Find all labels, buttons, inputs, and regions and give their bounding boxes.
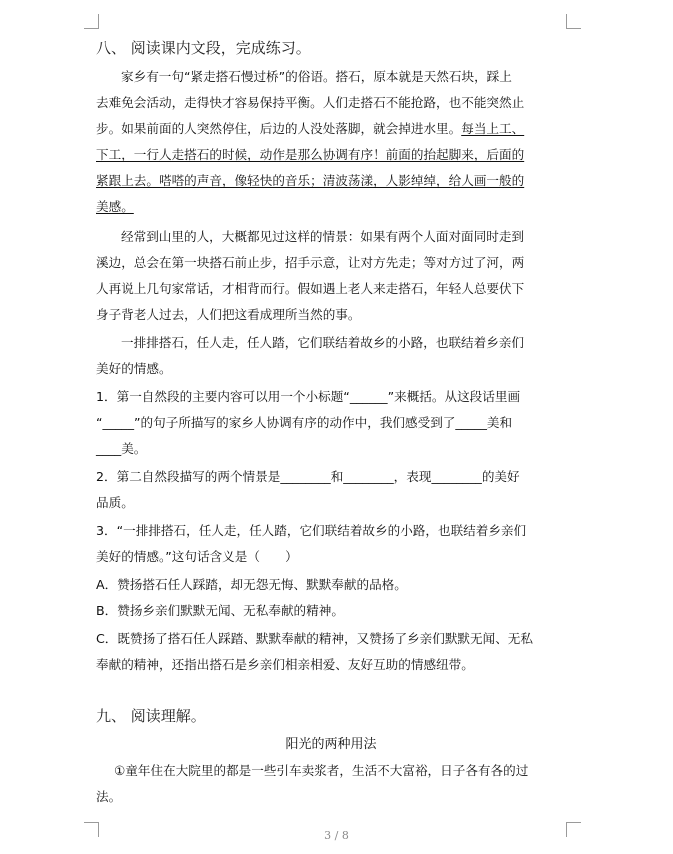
answer-option-b: B．赞扬乡亲们默默无闻、无私奉献的精神。: [96, 603, 344, 618]
paragraph-line: 家乡有一句“紧走搭石慢过桥”的俗语。搭石，原本就是天然石块，踩上: [121, 69, 512, 84]
paragraph-text: 步。如果前面的人突然停住，后边的人没处落脚，就会掉进水里。: [96, 121, 462, 136]
paragraph-line: 经常到山里的人，大概都见过这样的情景：如果有两个人面对面同时走到: [121, 229, 524, 244]
question-line: 品质。: [96, 495, 134, 510]
answer-option-c-continued: 奉献的精神，还指出搭石是乡亲们相亲相爱、友好互助的情感纽带。: [96, 657, 474, 672]
paragraph-line: 美好的情感。: [96, 361, 172, 376]
underlined-sentence: 下工，一行人走搭石的时候，动作是那么协调有序！前面的抬起脚来，后面的: [96, 147, 525, 162]
question-line: ____美。: [96, 441, 147, 456]
page-number: 3 / 8: [324, 829, 349, 842]
paragraph-line: 法。: [96, 789, 122, 804]
question-line: 1．第一自然段的主要内容可以用一个小标题“______”来概括。从这段话里画: [96, 389, 521, 404]
question-line: 2．第二自然段描写的两个情景是________和________，表现________的美好: [96, 469, 520, 484]
paragraph-line: 人再说上几句家常话，才相背而行。假如遇上老人来走搭石，年轻人总要伏下: [96, 281, 525, 296]
page-corner-mark: [566, 14, 581, 29]
underlined-sentence: 每当上工、: [461, 121, 525, 136]
section-9-heading: 九、 阅读理解。: [96, 707, 206, 725]
answer-option-a: A．赞扬搭石任人踩踏，却无怨无悔、默默奉献的品格。: [96, 577, 407, 592]
paragraph-line: 去难免会活动，走得快才容易保持平衡。人们走搭石不能抢路，也不能突然止: [96, 95, 525, 110]
paragraph-line: ①童年住在大院里的都是一些引车卖浆者，生活不大富裕，日子各有各的过: [114, 763, 529, 778]
paragraph-line: [96, 120, 524, 138]
question-line: “_____”的句子所描写的家乡人协调有序的动作中，我们感受到了_____美和: [96, 415, 513, 430]
paragraph-line: 溪边，总会在第一块搭石前止步，招手示意，让对方先走；等对方过了河，两: [96, 255, 525, 270]
underlined-sentence: 美感。: [96, 199, 134, 214]
section-8-heading: 八、 阅读课内文段，完成练习。: [96, 39, 311, 57]
underlined-sentence: 紧跟上去。嗒嗒的声音，像轻快的音乐；清波荡漾，人影绰绰，给人画一般的: [96, 173, 525, 188]
question-line: 3．“一排排搭石，任人走，任人踏，它们联结着故乡的小路，也联结着乡亲们: [96, 523, 527, 538]
page-corner-mark: [84, 14, 99, 29]
paragraph-line: 身子背老人过去，人们把这看成理所当然的事。: [96, 307, 361, 322]
article-title: 阳光的两种用法: [285, 737, 377, 752]
paragraph-line: 一排排搭石，任人走，任人踏，它们联结着故乡的小路，也联结着乡亲们: [121, 335, 524, 350]
answer-option-c: C．既赞扬了搭石任人踩踏、默默奉献的精神，又赞扬了乡亲们默默无闻、无私: [96, 631, 533, 646]
question-line: 美好的情感。”这句话含义是（ ）: [96, 549, 298, 564]
